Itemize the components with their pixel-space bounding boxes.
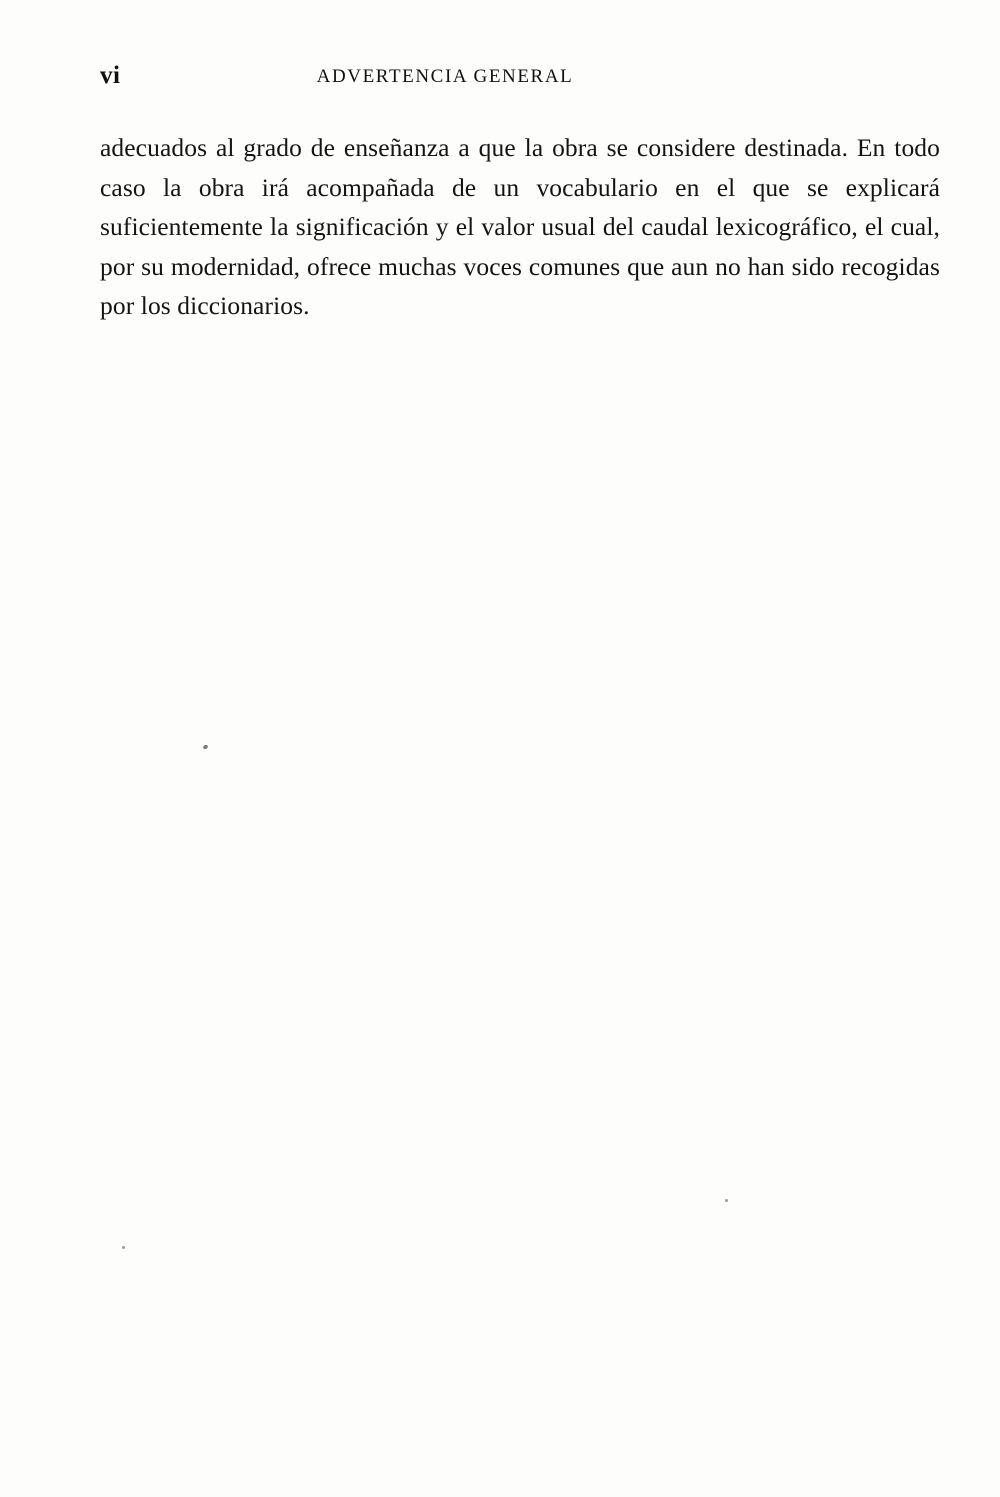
paper-speck-icon: [725, 1199, 728, 1202]
paper-speck-icon: [202, 744, 208, 750]
paper-speck-icon: [122, 1246, 125, 1249]
running-head: ADVERTENCIA GENERAL: [316, 66, 574, 87]
page-number: vi: [100, 62, 121, 89]
page-header: [100, 62, 900, 94]
paragraph: adecuados al grado de enseñanza a que la obra se considere destinada. En todo caso la obra irá acompañada de un vocabulario en el que se explicará suficientemente la significación y el valor usual del caudal lexicográfico, el cual, por su modernidad, ofrece muchas voces comunes que aun no han sido recogidas por los diccionarios.: [100, 133, 940, 320]
body-text-block: [100, 128, 940, 326]
